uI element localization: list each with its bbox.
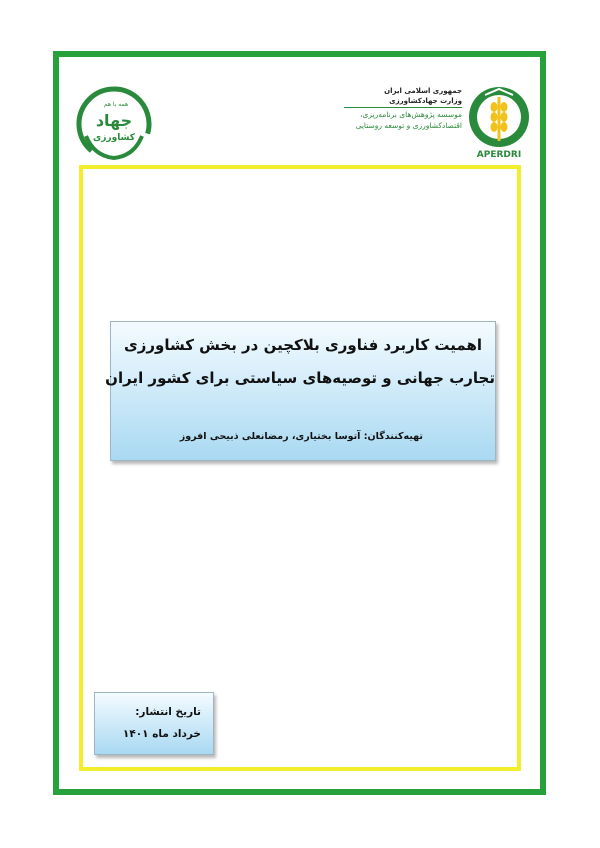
document-title-line1: اهمیت کاربرد فناوری بلاکچین در بخش کشاورزی [124,336,482,354]
publication-date-box [94,692,214,755]
org-country: جمهوری اسلامی ایران [384,87,462,95]
inner-border-frame [79,165,521,771]
document-title-line2: تجارب جهانی و توصیه‌های سیاستی برای کشور ایران [105,369,495,387]
document-authors: تهیه‌کنندگان: آتوسا بختیاری، رمضانعلی ذبیحی افروز [179,431,423,442]
aperdri-logo [467,85,531,160]
jahad-logo-motto: همه با هم [103,101,129,108]
publication-date-label: تاریخ انتشار: [135,706,201,718]
publication-date-value: خرداد ماه ۱۴۰۱ [122,728,201,740]
org-ministry: وزارت جهادکشاورزی [389,97,462,105]
organization-header [330,86,462,146]
org-divider [344,107,462,108]
org-institute-line1: موسسه پژوهش‌های برنامه‌ریزی، [360,110,462,119]
jahad-logo-icon [74,84,154,164]
aperdri-logo-label: APERDRI [476,150,522,160]
org-institute-line2: اقتصادکشاورزی و توسعه روستایی [355,121,462,130]
aperdri-logo-icon [467,85,531,160]
title-box [105,321,496,461]
jahad-logo-name-sub: کشاورزی [93,133,135,143]
jahad-keshavarzi-logo [74,84,154,164]
jahad-logo-name-main: جهاد [95,111,133,130]
